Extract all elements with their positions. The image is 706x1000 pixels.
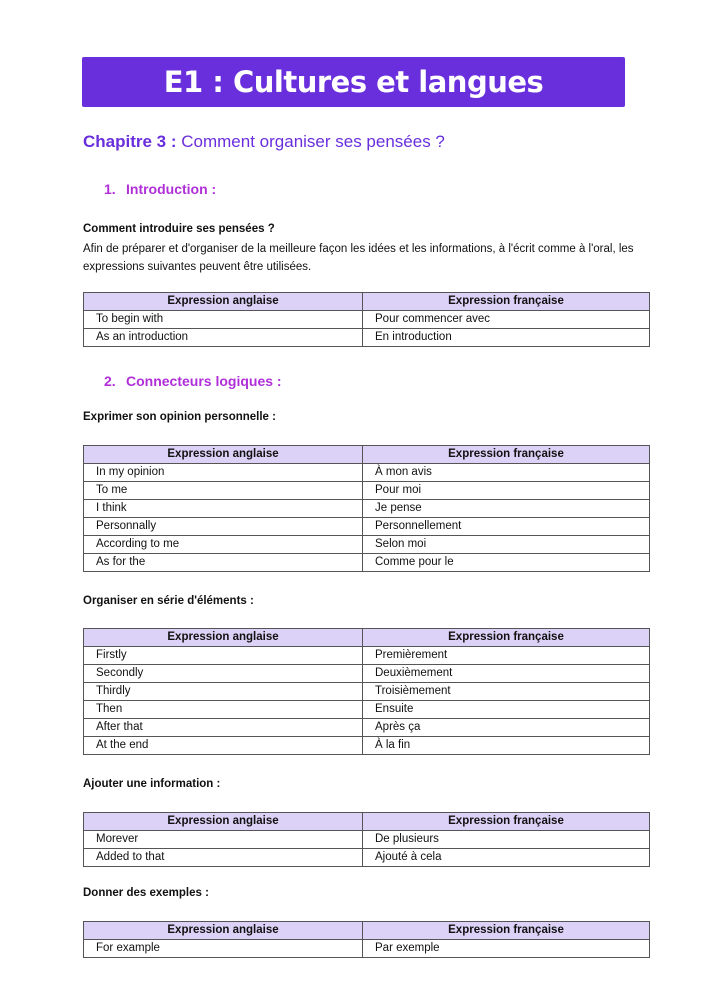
intro-paragraph: Afin de préparer et d'organiser de la meilleure façon les idées et les informations, à l'écrit comme à l'oral, les expressions suivantes peuvent être utilisées. <box>83 243 634 273</box>
table-row <box>84 482 650 500</box>
cell-english: To me <box>84 482 363 500</box>
column-header-english: Expression anglaise <box>84 293 363 311</box>
cell-english: To begin with <box>84 311 363 329</box>
table-row <box>84 647 650 665</box>
table-row <box>84 665 650 683</box>
cell-english: Then <box>84 701 363 719</box>
table-add <box>83 812 650 867</box>
cell-french: Pour moi <box>363 482 650 500</box>
section-heading-introduction <box>104 181 216 197</box>
cell-english: As for the <box>84 554 363 572</box>
table-examples <box>83 921 650 958</box>
cell-french: Personnellement <box>363 518 650 536</box>
cell-english: For example <box>84 940 363 958</box>
table-intro <box>83 292 650 347</box>
table-row <box>84 940 650 958</box>
cell-english: At the end <box>84 737 363 755</box>
cell-french: Pour commencer avec <box>363 311 650 329</box>
chapter-text: Comment organiser ses pensées ? <box>176 132 445 151</box>
opinion-subheading: Exprimer son opinion personnelle : <box>83 411 276 423</box>
cell-english: Secondly <box>84 665 363 683</box>
page-title: E1 : Cultures et langues <box>82 57 625 107</box>
cell-french: Je pense <box>363 500 650 518</box>
cell-english: Firstly <box>84 647 363 665</box>
column-header-french: Expression française <box>363 293 650 311</box>
column-header-french: Expression française <box>363 446 650 464</box>
table-header-row <box>84 293 650 311</box>
column-header-english: Expression anglaise <box>84 813 363 831</box>
cell-french: Selon moi <box>363 536 650 554</box>
table-row <box>84 831 650 849</box>
cell-french: Deuxièmement <box>363 665 650 683</box>
cell-french: Premièrement <box>363 647 650 665</box>
series-subheading: Organiser en série d'éléments : <box>83 595 254 607</box>
table-row <box>84 683 650 701</box>
cell-french: En introduction <box>363 329 650 347</box>
intro-subheading: Comment introduire ses pensées ? <box>83 223 275 235</box>
cell-english: According to me <box>84 536 363 554</box>
table-row <box>84 737 650 755</box>
column-header-english: Expression anglaise <box>84 446 363 464</box>
cell-english: I think <box>84 500 363 518</box>
add-subheading: Ajouter une information : <box>83 778 221 790</box>
table-series <box>83 628 650 755</box>
section-number: 1. <box>104 181 116 197</box>
examples-subheading: Donner des exemples : <box>83 887 209 899</box>
cell-french: À mon avis <box>363 464 650 482</box>
table-row <box>84 311 650 329</box>
chapter-heading <box>83 132 445 152</box>
table-row <box>84 464 650 482</box>
cell-english: Personnally <box>84 518 363 536</box>
table-header-row <box>84 813 650 831</box>
cell-french: Ajouté à cela <box>363 849 650 867</box>
table-header-row <box>84 446 650 464</box>
table-row <box>84 536 650 554</box>
cell-french: Comme pour le <box>363 554 650 572</box>
table-row <box>84 500 650 518</box>
cell-french: À la fin <box>363 737 650 755</box>
section-title: Connecteurs logiques : <box>126 373 282 389</box>
cell-french: Par exemple <box>363 940 650 958</box>
table-row <box>84 719 650 737</box>
section-heading-connecteurs <box>104 373 282 389</box>
column-header-english: Expression anglaise <box>84 922 363 940</box>
cell-english: Morever <box>84 831 363 849</box>
table-row <box>84 554 650 572</box>
column-header-english: Expression anglaise <box>84 629 363 647</box>
cell-english: After that <box>84 719 363 737</box>
cell-english: Thirdly <box>84 683 363 701</box>
column-header-french: Expression française <box>363 922 650 940</box>
chapter-label: Chapitre 3 : <box>83 132 177 151</box>
column-header-french: Expression française <box>363 629 650 647</box>
table-header-row <box>84 629 650 647</box>
table-opinion <box>83 445 650 572</box>
column-header-french: Expression française <box>363 813 650 831</box>
cell-french: De plusieurs <box>363 831 650 849</box>
table-header-row <box>84 922 650 940</box>
cell-french: Troisièmement <box>363 683 650 701</box>
table-row <box>84 701 650 719</box>
cell-english: In my opinion <box>84 464 363 482</box>
cell-english: As an introduction <box>84 329 363 347</box>
table-row <box>84 518 650 536</box>
cell-french: Après ça <box>363 719 650 737</box>
section-title: Introduction : <box>126 181 217 197</box>
table-row <box>84 329 650 347</box>
section-number: 2. <box>104 373 116 389</box>
table-row <box>84 849 650 867</box>
cell-english: Added to that <box>84 849 363 867</box>
cell-french: Ensuite <box>363 701 650 719</box>
